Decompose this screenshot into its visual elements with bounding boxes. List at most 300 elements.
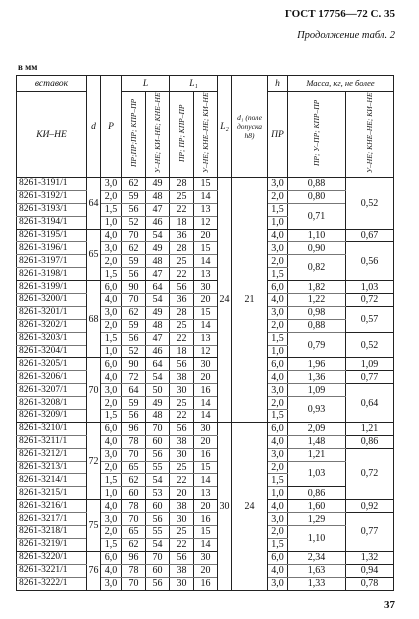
l1-alt-cell: 15 [194, 306, 218, 319]
designation-cell: 8261-3196/1 [17, 242, 87, 255]
l2-cell: 30 [218, 422, 232, 590]
mass1-cell: 1,96 [288, 358, 346, 371]
l1-alt-cell: 16 [194, 384, 218, 397]
mass1-cell: 1,10 [288, 526, 346, 552]
l-cell: 65 [122, 526, 146, 539]
table-row [17, 551, 394, 564]
table-body [17, 178, 394, 591]
l1-cell: 56 [170, 422, 194, 435]
designation-cell: 8261-3212/1 [17, 448, 87, 461]
l1-alt-cell: 20 [194, 500, 218, 513]
d-cell: 68 [87, 281, 101, 358]
designation-cell: 8261-3210/1 [17, 422, 87, 435]
mass1-cell: 2,34 [288, 551, 346, 564]
l-alt-cell: 56 [146, 577, 170, 590]
table-row [17, 371, 394, 384]
designation-cell: 8261-3202/1 [17, 319, 87, 332]
table-row [17, 242, 394, 255]
designation-cell: 8261-3213/1 [17, 461, 87, 474]
designation-cell: 8261-3200/1 [17, 294, 87, 307]
col-d-header: d [87, 76, 101, 178]
l-cell: 96 [122, 422, 146, 435]
l1-alt-cell: 20 [194, 435, 218, 448]
table-row [17, 255, 394, 268]
designation-cell: 8261-3201/1 [17, 306, 87, 319]
l1-cell: 22 [170, 474, 194, 487]
mass2-cell: 0,77 [346, 371, 394, 384]
d-cell: 64 [87, 178, 101, 230]
h-cell: 1,5 [268, 203, 288, 216]
p-cell: 1,5 [101, 538, 122, 551]
l-cell: 70 [122, 448, 146, 461]
l-cell: 56 [122, 268, 146, 281]
l-alt-cell: 48 [146, 255, 170, 268]
col-l2-header: L₂ [218, 76, 232, 178]
l1-cell: 56 [170, 551, 194, 564]
h-cell: 4,0 [268, 294, 288, 307]
page-number: 37 [384, 599, 395, 611]
mass2-cell: 0,92 [346, 500, 394, 513]
l1-alt-cell: 14 [194, 319, 218, 332]
designation-cell: 8261-3203/1 [17, 332, 87, 345]
l-alt-cell: 54 [146, 538, 170, 551]
designation-cell: 8261-3204/1 [17, 345, 87, 358]
l-alt-cell: 54 [146, 294, 170, 307]
l1-alt-cell: 30 [194, 358, 218, 371]
l-alt-cell: 49 [146, 306, 170, 319]
h-cell: 4,0 [268, 435, 288, 448]
mass1-cell: 2,09 [288, 422, 346, 435]
col-p-header: P [101, 76, 122, 178]
mass1-cell: 0,98 [288, 306, 346, 319]
l1-alt-cell: 14 [194, 190, 218, 203]
h-cell: 1,5 [268, 332, 288, 345]
col-h-header: h [268, 76, 288, 92]
l1-alt-cell: 16 [194, 448, 218, 461]
l1-cell: 25 [170, 397, 194, 410]
d1-cell: 21 [232, 178, 268, 423]
l-alt-cell: 56 [146, 448, 170, 461]
l1-cell: 22 [170, 268, 194, 281]
table-row [17, 397, 394, 410]
p-cell: 4,0 [101, 564, 122, 577]
mass1-cell: 1,82 [288, 281, 346, 294]
mass1-cell: 0,71 [288, 203, 346, 229]
mass1-cell: 0,80 [288, 190, 346, 203]
designation-cell: 8261-3206/1 [17, 371, 87, 384]
h-cell: 2,0 [268, 255, 288, 268]
l1-sub1-header: ПР; ПР; КПР–ПР [176, 104, 186, 162]
mass2-cell: 0,64 [346, 384, 394, 423]
l1-sub2-header: У–НЕ; КНЕ–НЕ; КИ–НЕ [200, 92, 210, 174]
p-cell: 3,0 [101, 178, 122, 191]
mass1-cell: 0,79 [288, 332, 346, 358]
h-cell: 1,0 [268, 345, 288, 358]
mass2-cell: 1,09 [346, 358, 394, 371]
p-cell: 4,0 [101, 500, 122, 513]
designation-cell: 8261-3208/1 [17, 397, 87, 410]
l-cell: 70 [122, 577, 146, 590]
l-alt-cell: 56 [146, 513, 170, 526]
l1-cell: 22 [170, 410, 194, 423]
l1-cell: 22 [170, 203, 194, 216]
l1-cell: 30 [170, 513, 194, 526]
l1-cell: 38 [170, 371, 194, 384]
l1-alt-cell: 15 [194, 461, 218, 474]
h-cell: 1,5 [268, 474, 288, 487]
mass1-cell: 1,29 [288, 513, 346, 526]
h-cell: 6,0 [268, 281, 288, 294]
l1-cell: 25 [170, 255, 194, 268]
p-cell: 2,0 [101, 319, 122, 332]
p-cell: 3,0 [101, 448, 122, 461]
mass1-cell: 1,63 [288, 564, 346, 577]
mass2-cell: 1,32 [346, 551, 394, 564]
l-cell: 96 [122, 551, 146, 564]
l-alt-cell: 54 [146, 371, 170, 384]
h-cell: 1,5 [268, 538, 288, 551]
p-cell: 6,0 [101, 281, 122, 294]
h-cell: 6,0 [268, 551, 288, 564]
table-row [17, 513, 394, 526]
l-alt-cell: 55 [146, 461, 170, 474]
l-alt-cell: 53 [146, 487, 170, 500]
p-cell: 3,0 [101, 306, 122, 319]
l-cell: 78 [122, 564, 146, 577]
l-alt-cell: 47 [146, 203, 170, 216]
l1-cell: 25 [170, 190, 194, 203]
l1-cell: 25 [170, 461, 194, 474]
mass2-cell: 0,78 [346, 577, 394, 590]
p-cell: 1,5 [101, 332, 122, 345]
p-cell: 1,5 [101, 203, 122, 216]
mass2-cell: 0,57 [346, 306, 394, 332]
l-alt-cell: 49 [146, 242, 170, 255]
h-cell: 3,0 [268, 577, 288, 590]
mass2-cell: 0,94 [346, 564, 394, 577]
designation-cell: 8261-3197/1 [17, 255, 87, 268]
l1-alt-cell: 12 [194, 345, 218, 358]
l1-alt-cell: 16 [194, 577, 218, 590]
l1-cell: 28 [170, 178, 194, 191]
col-l1-header: L₁ [170, 76, 218, 92]
l1-cell: 38 [170, 435, 194, 448]
l-cell: 62 [122, 474, 146, 487]
table-row [17, 190, 394, 203]
p-cell: 1,0 [101, 487, 122, 500]
table-row [17, 564, 394, 577]
l1-cell: 30 [170, 577, 194, 590]
mass-sub2-header: У–НЕ; КНЕ–НЕ; КИ–НЕ [364, 92, 374, 174]
mass2-cell: 0,77 [346, 513, 394, 552]
mass2-cell: 0,67 [346, 229, 394, 242]
l1-cell: 36 [170, 294, 194, 307]
l-alt-cell: 60 [146, 500, 170, 513]
mass1-cell: 1,21 [288, 448, 346, 461]
l1-alt-cell: 15 [194, 178, 218, 191]
l1-cell: 18 [170, 216, 194, 229]
l1-alt-cell: 20 [194, 294, 218, 307]
designation-cell: 8261-3214/1 [17, 474, 87, 487]
l1-alt-cell: 12 [194, 216, 218, 229]
d-cell: 70 [87, 358, 101, 422]
p-cell: 6,0 [101, 358, 122, 371]
mass1-cell: 0,90 [288, 242, 346, 255]
l1-cell: 25 [170, 526, 194, 539]
designation-cell: 8261-3215/1 [17, 487, 87, 500]
mass1-cell: 0,88 [288, 319, 346, 332]
l-alt-cell: 48 [146, 319, 170, 332]
l1-alt-cell: 30 [194, 551, 218, 564]
designation-cell: 8261-3220/1 [17, 551, 87, 564]
designation-cell: 8261-3192/1 [17, 190, 87, 203]
table-row [17, 448, 394, 461]
h-cell: 4,0 [268, 500, 288, 513]
l-cell: 59 [122, 190, 146, 203]
h-cell: 6,0 [268, 358, 288, 371]
l1-alt-cell: 13 [194, 487, 218, 500]
designation-cell: 8261-3199/1 [17, 281, 87, 294]
l1-cell: 30 [170, 448, 194, 461]
l-alt-cell: 55 [146, 526, 170, 539]
table-row [17, 306, 394, 319]
l-cell: 62 [122, 242, 146, 255]
l-cell: 70 [122, 513, 146, 526]
l1-alt-cell: 15 [194, 242, 218, 255]
mass1-cell: 1,33 [288, 577, 346, 590]
designation-cell: 8261-3211/1 [17, 435, 87, 448]
l-alt-cell: 54 [146, 474, 170, 487]
l1-cell: 36 [170, 229, 194, 242]
table-row [17, 435, 394, 448]
p-cell: 1,5 [101, 410, 122, 423]
l-cell: 62 [122, 306, 146, 319]
l-cell: 62 [122, 178, 146, 191]
p-cell: 3,0 [101, 242, 122, 255]
mass1-cell: 1,03 [288, 461, 346, 487]
col-d1-header: d₁ (поле допуска h8) [232, 76, 268, 178]
designation-sub-header: КИ–НЕ [17, 92, 87, 178]
l-alt-cell: 46 [146, 345, 170, 358]
l1-alt-cell: 15 [194, 526, 218, 539]
table-row [17, 319, 394, 332]
mass1-cell: 1,36 [288, 371, 346, 384]
l-alt-cell: 50 [146, 384, 170, 397]
designation-cell: 8261-3216/1 [17, 500, 87, 513]
p-cell: 2,0 [101, 255, 122, 268]
h-cell: 4,0 [268, 229, 288, 242]
l-cell: 59 [122, 397, 146, 410]
col-l-header: L [122, 76, 170, 92]
p-cell: 2,0 [101, 190, 122, 203]
designation-cell: 8261-3218/1 [17, 526, 87, 539]
mass2-cell: 0,56 [346, 242, 394, 281]
mass1-cell: 1,22 [288, 294, 346, 307]
l1-alt-cell: 14 [194, 255, 218, 268]
designation-cell: 8261-3217/1 [17, 513, 87, 526]
h-cell: 3,0 [268, 513, 288, 526]
table-row [17, 281, 394, 294]
designation-cell: 8261-3207/1 [17, 384, 87, 397]
l1-cell: 25 [170, 319, 194, 332]
p-cell: 4,0 [101, 229, 122, 242]
table-row [17, 422, 394, 435]
mass1-cell: 0,82 [288, 255, 346, 281]
l-alt-cell: 48 [146, 190, 170, 203]
l-sub1-header: ПР;ПР;ПР; КПР–ПР [128, 98, 138, 168]
l1-alt-cell: 16 [194, 513, 218, 526]
l1-cell: 56 [170, 358, 194, 371]
mass1-cell: 1,10 [288, 229, 346, 242]
p-cell: 2,0 [101, 461, 122, 474]
l-alt-cell: 60 [146, 564, 170, 577]
l-cell: 90 [122, 281, 146, 294]
p-cell: 1,5 [101, 268, 122, 281]
p-cell: 1,5 [101, 474, 122, 487]
l-cell: 59 [122, 319, 146, 332]
l1-cell: 28 [170, 306, 194, 319]
continuation-label: Продолжение табл. 2 [297, 30, 395, 41]
table-row [17, 487, 394, 500]
p-cell: 1,0 [101, 216, 122, 229]
p-cell: 1,0 [101, 345, 122, 358]
p-cell: 6,0 [101, 422, 122, 435]
table-row [17, 461, 394, 474]
p-cell: 4,0 [101, 435, 122, 448]
p-cell: 6,0 [101, 551, 122, 564]
l-cell: 59 [122, 255, 146, 268]
l-cell: 60 [122, 487, 146, 500]
mass1-cell: 0,88 [288, 178, 346, 191]
designation-cell: 8261-3209/1 [17, 410, 87, 423]
l-alt-cell: 70 [146, 551, 170, 564]
l2-cell: 24 [218, 178, 232, 423]
mass2-cell: 0,52 [346, 332, 394, 358]
l1-cell: 28 [170, 242, 194, 255]
h-cell: 2,0 [268, 397, 288, 410]
d-cell: 72 [87, 422, 101, 499]
l-alt-cell: 64 [146, 358, 170, 371]
l-cell: 72 [122, 371, 146, 384]
p-cell: 2,0 [101, 397, 122, 410]
l1-alt-cell: 30 [194, 422, 218, 435]
designation-cell: 8261-3205/1 [17, 358, 87, 371]
l-alt-cell: 48 [146, 410, 170, 423]
designation-cell: 8261-3195/1 [17, 229, 87, 242]
l1-cell: 38 [170, 564, 194, 577]
table-row [17, 203, 394, 216]
l-cell: 70 [122, 229, 146, 242]
l-cell: 52 [122, 345, 146, 358]
l1-alt-cell: 13 [194, 203, 218, 216]
mass1-cell: 0,86 [288, 487, 346, 500]
designation-cell: 8261-3191/1 [17, 178, 87, 191]
mass2-cell: 0,72 [346, 294, 394, 307]
d1-cell: 24 [232, 422, 268, 590]
l-alt-cell: 49 [146, 397, 170, 410]
l-cell: 70 [122, 294, 146, 307]
mass-sub1-header: ПР; У–ПР; КПР–ПР [311, 99, 321, 167]
h-cell: 6,0 [268, 422, 288, 435]
l1-cell: 22 [170, 538, 194, 551]
l-alt-cell: 70 [146, 422, 170, 435]
mass1-cell: 1,60 [288, 500, 346, 513]
l1-alt-cell: 20 [194, 229, 218, 242]
h-cell: 3,0 [268, 448, 288, 461]
table-row [17, 178, 394, 191]
h-cell: 3,0 [268, 306, 288, 319]
designation-cell: 8261-3219/1 [17, 538, 87, 551]
h-cell: 2,0 [268, 461, 288, 474]
h-cell: 1,0 [268, 216, 288, 229]
l1-cell: 20 [170, 487, 194, 500]
gost-header: ГОСТ 17756—72 С. 35 [284, 8, 395, 20]
h-cell: 4,0 [268, 371, 288, 384]
h-sub-header: ПР [268, 92, 288, 178]
h-cell: 1,5 [268, 268, 288, 281]
l1-cell: 18 [170, 345, 194, 358]
designation-cell: 8261-3198/1 [17, 268, 87, 281]
mass2-cell: 1,03 [346, 281, 394, 294]
table-row [17, 229, 394, 242]
h-cell: 3,0 [268, 384, 288, 397]
mass2-cell: 0,86 [346, 435, 394, 448]
l1-alt-cell: 20 [194, 564, 218, 577]
l1-alt-cell: 14 [194, 474, 218, 487]
mass1-cell: 1,09 [288, 384, 346, 397]
l-cell: 56 [122, 410, 146, 423]
l1-alt-cell: 14 [194, 410, 218, 423]
mass2-cell: 1,21 [346, 422, 394, 435]
p-cell: 2,0 [101, 526, 122, 539]
dimensions-table [16, 75, 394, 591]
l-cell: 52 [122, 216, 146, 229]
l1-alt-cell: 20 [194, 371, 218, 384]
table-row [17, 577, 394, 590]
h-cell: 3,0 [268, 242, 288, 255]
designation-cell: 8261-3222/1 [17, 577, 87, 590]
mass1-cell: 0,93 [288, 397, 346, 423]
p-cell: 3,0 [101, 384, 122, 397]
l-alt-cell: 47 [146, 268, 170, 281]
mass1-cell: 1,48 [288, 435, 346, 448]
p-cell: 4,0 [101, 371, 122, 384]
h-cell: 4,0 [268, 564, 288, 577]
designation-cell: 8261-3194/1 [17, 216, 87, 229]
designation-cell: 8261-3193/1 [17, 203, 87, 216]
l-alt-cell: 64 [146, 281, 170, 294]
h-cell: 2,0 [268, 526, 288, 539]
l-cell: 64 [122, 384, 146, 397]
mass2-cell: 0,52 [346, 178, 394, 230]
l-cell: 62 [122, 538, 146, 551]
h-cell: 2,0 [268, 319, 288, 332]
l-cell: 56 [122, 203, 146, 216]
d-cell: 76 [87, 551, 101, 590]
table-row [17, 526, 394, 539]
p-cell: 3,0 [101, 513, 122, 526]
h-cell: 2,0 [268, 190, 288, 203]
l1-alt-cell: 13 [194, 332, 218, 345]
l1-alt-cell: 30 [194, 281, 218, 294]
l1-alt-cell: 14 [194, 538, 218, 551]
designation-cell: 8261-3221/1 [17, 564, 87, 577]
l-alt-cell: 60 [146, 435, 170, 448]
designation-header: вставок [17, 76, 87, 92]
unit-label: в мм [18, 62, 38, 72]
l-alt-cell: 54 [146, 229, 170, 242]
l1-cell: 30 [170, 384, 194, 397]
